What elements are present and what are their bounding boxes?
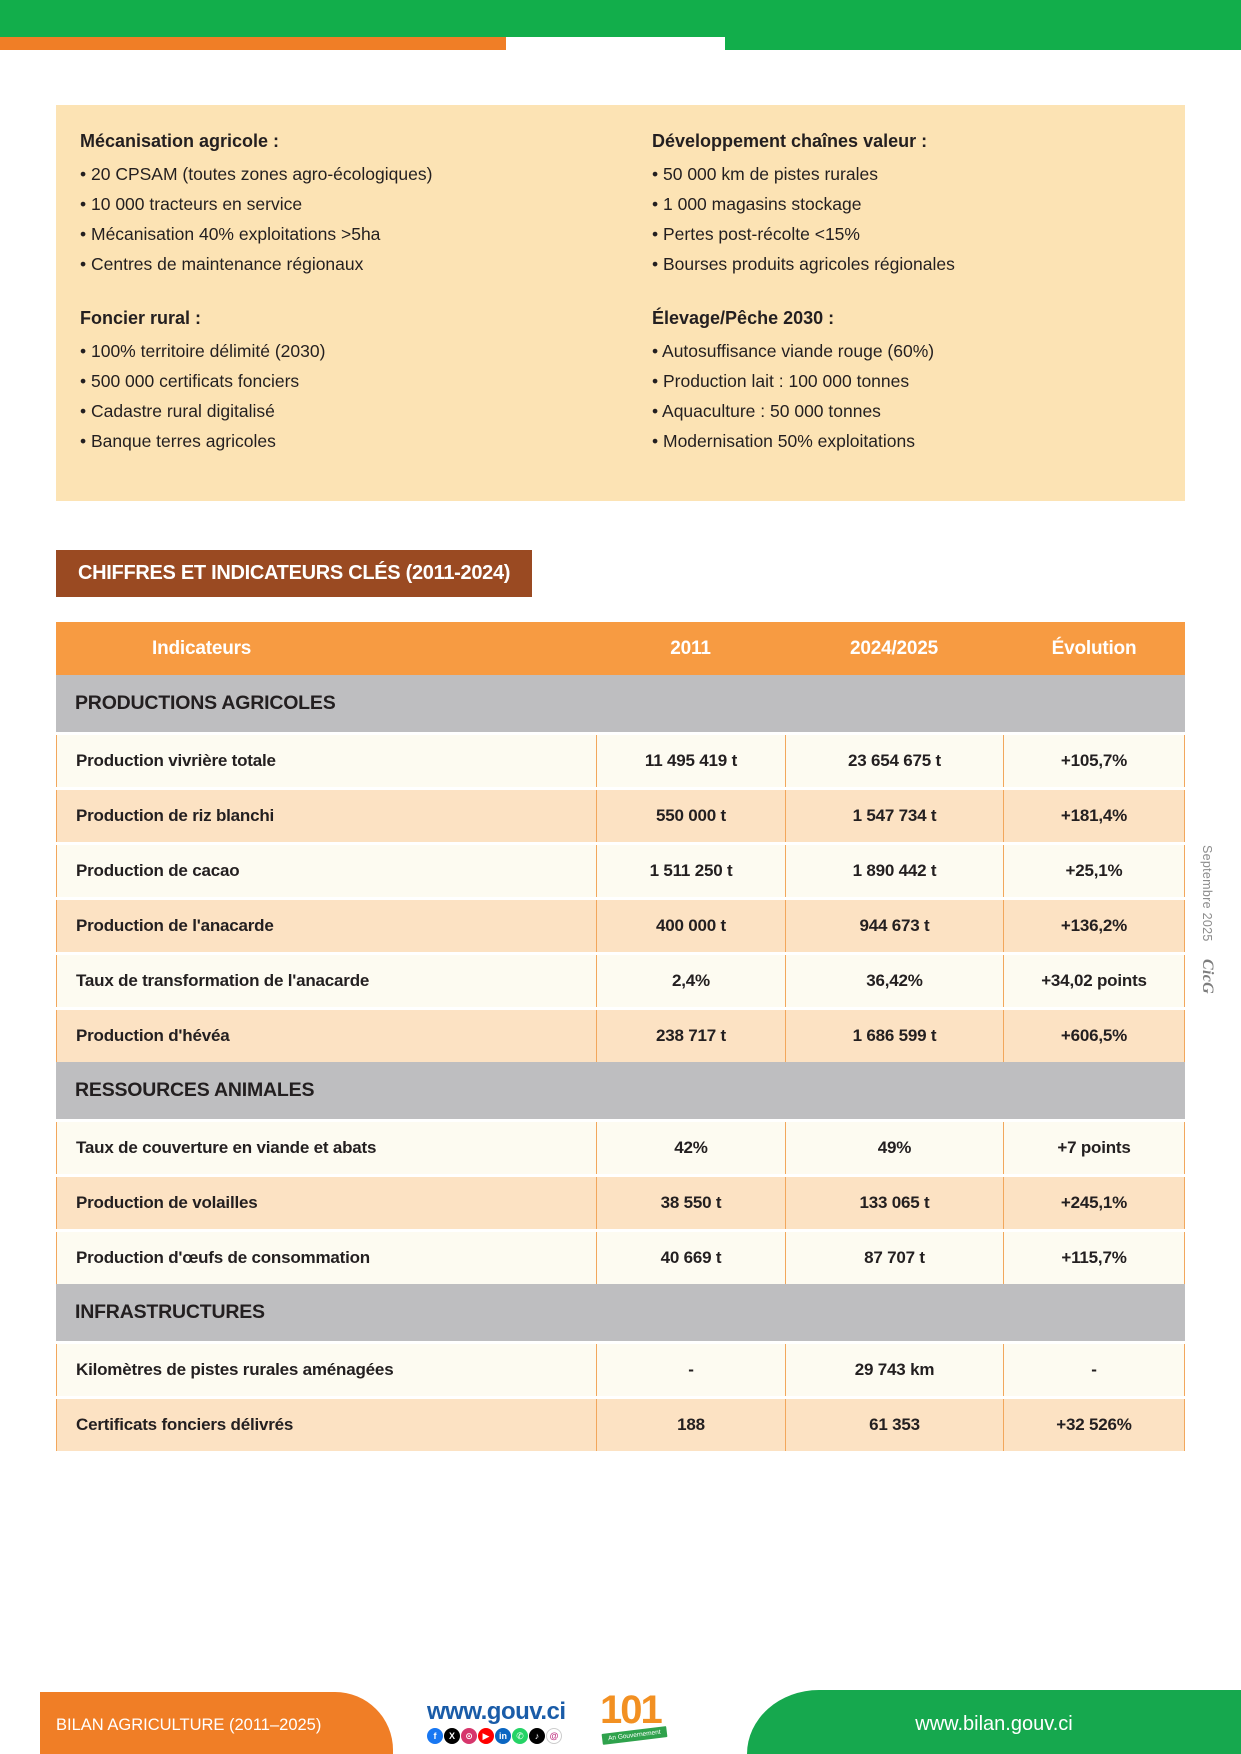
- social-icons-row: [427, 1728, 597, 1744]
- table-row: [56, 735, 1185, 787]
- cell-evolution: +136,2%: [1003, 900, 1184, 952]
- cell-evolution: +25,1%: [1003, 845, 1184, 897]
- gouv-url-link[interactable]: www.gouv.ci: [427, 1698, 566, 1725]
- cell-indicator: Taux de transformation de l'anacarde: [57, 955, 596, 1007]
- info-bullet-item: • 50 000 km de pistes rurales: [652, 164, 878, 184]
- info-bullet-item: • Bourses produits agricoles régionales: [652, 254, 955, 274]
- cell-2011: 2,4%: [596, 955, 785, 1007]
- column-header-indicators: Indicateurs: [152, 637, 252, 659]
- info-section: [80, 306, 620, 456]
- cell-2011: 42%: [596, 1122, 785, 1174]
- cell-evolution: +245,1%: [1003, 1177, 1184, 1229]
- info-bullet-item: • 20 CPSAM (toutes zones agro-écologiques): [80, 164, 433, 184]
- cell-indicator: Taux de couverture en viande et abats: [57, 1122, 596, 1174]
- cell-indicator: Production de riz blanchi: [57, 790, 596, 842]
- logo-101-ribbon: An Gouvernement: [602, 1726, 668, 1745]
- cell-indicator: Certificats fonciers délivrés: [57, 1399, 596, 1451]
- info-section-title: Foncier rural :: [80, 308, 202, 328]
- cell-2024-2025: 61 353: [785, 1399, 1003, 1451]
- cell-2011: 1 511 250 t: [596, 845, 785, 897]
- info-bullet-item: • Aquaculture : 50 000 tonnes: [652, 401, 881, 421]
- cell-indicator: Production d'œufs de consommation: [57, 1232, 596, 1284]
- cell-evolution: +32 526%: [1003, 1399, 1184, 1451]
- info-bullet-item: • Centres de maintenance régionaux: [80, 254, 364, 274]
- cell-2024-2025: 1 890 442 t: [785, 845, 1003, 897]
- whatsapp-icon[interactable]: ✆: [512, 1728, 528, 1744]
- youtube-icon[interactable]: ▶: [478, 1728, 494, 1744]
- tiktok-icon[interactable]: ♪: [529, 1728, 545, 1744]
- table-group-band: RESSOURCES ANIMALES: [56, 1062, 1185, 1119]
- objectives-info-box: [56, 105, 1185, 501]
- table-row: [56, 1010, 1185, 1062]
- instagram-icon[interactable]: ⊙: [461, 1728, 477, 1744]
- cell-indicator: Kilomètres de pistes rurales aménagées: [57, 1344, 596, 1396]
- cell-2024-2025: 1 547 734 t: [785, 790, 1003, 842]
- top-green-strip: [725, 37, 1241, 50]
- cell-indicator: Production de cacao: [57, 845, 596, 897]
- cell-2011: 400 000 t: [596, 900, 785, 952]
- cell-evolution: +7 points: [1003, 1122, 1184, 1174]
- info-bullet-item: • 10 000 tracteurs en service: [80, 194, 303, 214]
- info-section-title: Élevage/Pêche 2030 :: [652, 308, 835, 328]
- table-group-band: INFRASTRUCTURES: [56, 1284, 1185, 1341]
- table-row: [56, 900, 1185, 952]
- column-header-2011: 2011: [670, 637, 711, 659]
- column-header-2024-2025: 2024/2025: [849, 637, 938, 659]
- cell-2024-2025: 29 743 km: [785, 1344, 1003, 1396]
- linkedin-icon[interactable]: in: [495, 1728, 511, 1744]
- cell-evolution: +34,02 points: [1003, 955, 1184, 1007]
- info-bullet-item: • Modernisation 50% exploitations: [652, 431, 915, 451]
- cell-2024-2025: 23 654 675 t: [785, 735, 1003, 787]
- info-section: [652, 306, 1184, 456]
- cell-2011: 188: [596, 1399, 785, 1451]
- info-bullet-item: • Banque terres agricoles: [80, 431, 276, 451]
- info-box-column: [620, 129, 1184, 501]
- cell-2024-2025: 87 707 t: [785, 1232, 1003, 1284]
- cell-evolution: +115,7%: [1003, 1232, 1184, 1284]
- indicators-table: [56, 622, 1185, 1451]
- cicg-logo: CicG: [1199, 959, 1216, 995]
- info-section-title: Développement chaînes valeur :: [652, 131, 928, 151]
- table-row: [56, 1177, 1185, 1229]
- info-section: [80, 129, 620, 279]
- threads-icon[interactable]: @: [546, 1728, 562, 1744]
- x-twitter-icon[interactable]: X: [444, 1728, 460, 1744]
- table-header-row: [56, 622, 1185, 675]
- cell-evolution: +606,5%: [1003, 1010, 1184, 1062]
- cell-indicator: Production vivrière totale: [57, 735, 596, 787]
- info-bullet-item: • 500 000 certificats fonciers: [80, 371, 300, 391]
- cell-evolution: +181,4%: [1003, 790, 1184, 842]
- cell-2024-2025: 36,42%: [785, 955, 1003, 1007]
- cell-2011: -: [596, 1344, 785, 1396]
- cell-2011: 238 717 t: [596, 1010, 785, 1062]
- facebook-icon[interactable]: f: [427, 1728, 443, 1744]
- cell-2011: 11 495 419 t: [596, 735, 785, 787]
- section-title-banner: CHIFFRES ET INDICATEURS CLÉS (2011-2024): [56, 550, 532, 597]
- column-header-evolution: Évolution: [1051, 637, 1137, 659]
- cell-indicator: Production de l'anacarde: [57, 900, 596, 952]
- cell-2024-2025: 944 673 t: [785, 900, 1003, 952]
- footer-green-shape: [747, 1690, 1241, 1754]
- info-bullet-item: • Autosuffisance viande rouge (60%): [652, 341, 935, 361]
- info-bullet-item: • Production lait : 100 000 tonnes: [652, 371, 910, 391]
- table-row: [56, 955, 1185, 1007]
- cell-2024-2025: 49%: [785, 1122, 1003, 1174]
- cell-indicator: Production de volailles: [57, 1177, 596, 1229]
- logo-101-gouvernement: [600, 1690, 720, 1748]
- cell-indicator: Production d'hévéa: [57, 1010, 596, 1062]
- cell-2011: 550 000 t: [596, 790, 785, 842]
- top-green-bar: [0, 0, 1241, 37]
- side-credit: [1198, 845, 1216, 994]
- side-date-note: Septembre 2025: [1200, 845, 1214, 942]
- table-row: [56, 1399, 1185, 1451]
- info-bullet-item: • Cadastre rural digitalisé: [80, 401, 275, 421]
- info-section: [652, 129, 1184, 279]
- info-bullet-item: • 100% territoire délimité (2030): [80, 341, 326, 361]
- info-bullet-item: • 1 000 magasins stockage: [652, 194, 862, 214]
- top-orange-strip: [0, 37, 506, 50]
- indicators-table-body: [56, 675, 1185, 1451]
- cell-2011: 40 669 t: [596, 1232, 785, 1284]
- info-bullet-item: • Pertes post-récolte <15%: [652, 224, 860, 244]
- table-row: [56, 1344, 1185, 1396]
- info-bullet-item: • Mécanisation 40% exploitations >5ha: [80, 224, 381, 244]
- footer-orange-shape: [40, 1692, 393, 1754]
- info-section-title: Mécanisation agricole :: [80, 131, 280, 151]
- logo-101-number: 101: [600, 1688, 661, 1732]
- footer-report-title: BILAN AGRICULTURE (2011–2025): [56, 1716, 322, 1734]
- table-row: [56, 1232, 1185, 1284]
- table-row: [56, 845, 1185, 897]
- cell-evolution: +105,7%: [1003, 735, 1184, 787]
- cell-2024-2025: 133 065 t: [785, 1177, 1003, 1229]
- table-row: [56, 790, 1185, 842]
- gouv-ci-block: [427, 1699, 597, 1744]
- bilan-url-link[interactable]: www.bilan.gouv.ci: [915, 1712, 1073, 1735]
- table-group-band: PRODUCTIONS AGRICOLES: [56, 675, 1185, 732]
- cell-evolution: -: [1003, 1344, 1184, 1396]
- cell-2011: 38 550 t: [596, 1177, 785, 1229]
- table-row: [56, 1122, 1185, 1174]
- info-box-column: [56, 129, 620, 501]
- cell-2024-2025: 1 686 599 t: [785, 1010, 1003, 1062]
